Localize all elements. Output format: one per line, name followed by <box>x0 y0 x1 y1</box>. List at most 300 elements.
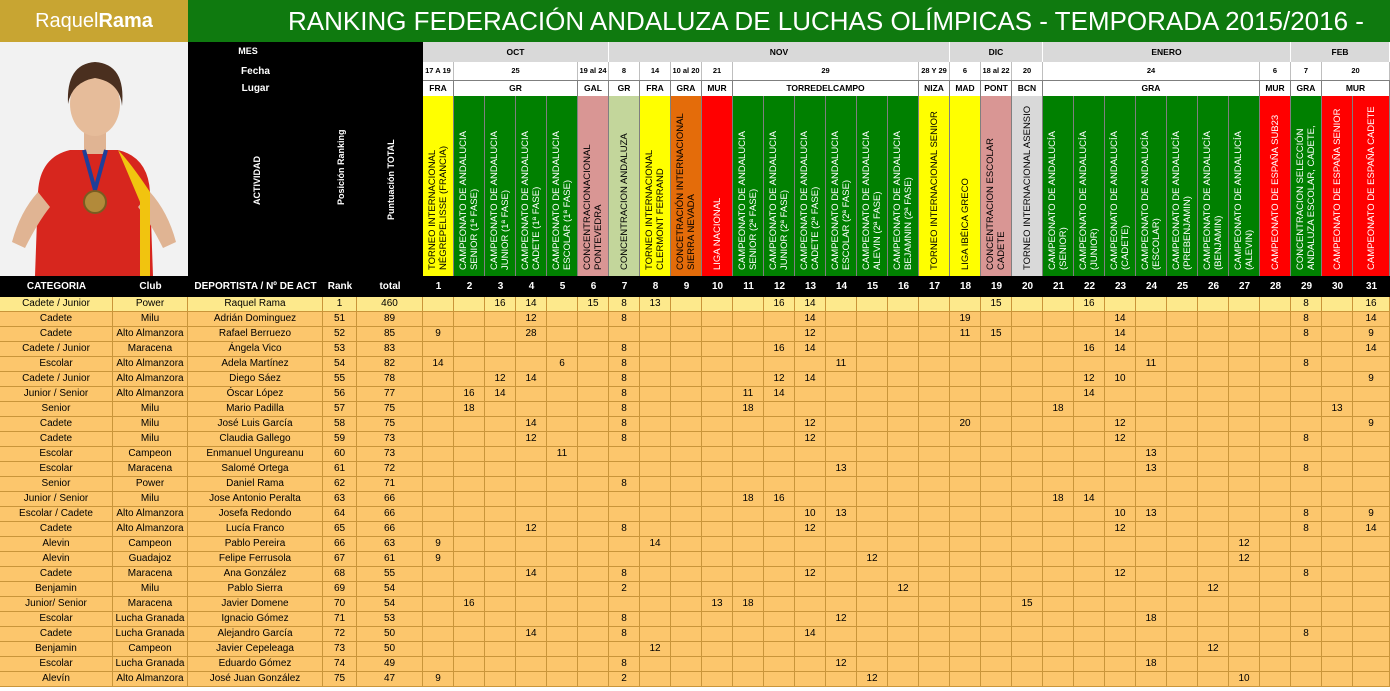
cell-score <box>1074 327 1105 342</box>
cell-score <box>1074 597 1105 612</box>
cell-club: Milu <box>113 582 188 597</box>
cell-club: Alto Almanzora <box>113 672 188 687</box>
cell-deportista: Enmanuel Ungureanu <box>188 447 323 462</box>
cell-score: 18 <box>733 597 764 612</box>
cell-score <box>1260 522 1291 537</box>
cell-score <box>795 357 826 372</box>
cell-score: 14 <box>1074 492 1105 507</box>
activity-header <box>795 96 826 276</box>
cell-score: 13 <box>1136 507 1167 522</box>
cell-score: 8 <box>609 342 640 357</box>
cell-score: 18 <box>1043 402 1074 417</box>
cell-score <box>795 657 826 672</box>
cell-score <box>609 492 640 507</box>
cell-score <box>826 342 857 357</box>
cell-score <box>671 537 702 552</box>
cell-score: 14 <box>1074 387 1105 402</box>
cell-score <box>609 552 640 567</box>
place-cell: BCN <box>1012 80 1043 96</box>
cell-score: 10 <box>1105 372 1136 387</box>
place-cell: MAD <box>950 80 981 96</box>
cell-score <box>1260 327 1291 342</box>
activity-header <box>1043 96 1074 276</box>
activity-header <box>640 96 671 276</box>
cell-score: 16 <box>454 597 485 612</box>
cell-score <box>1322 432 1353 447</box>
cell-score <box>1198 372 1229 387</box>
cell-score <box>888 357 919 372</box>
cell-score <box>888 462 919 477</box>
activity-label: CAMPEONATO DE ANDALUCIA JUNIOR (2ª FASE) <box>768 130 790 270</box>
cell-score <box>485 612 516 627</box>
cell-score <box>795 582 826 597</box>
cell-score <box>950 537 981 552</box>
cell-score <box>733 537 764 552</box>
cell-score <box>981 387 1012 402</box>
cell-score <box>1322 642 1353 657</box>
cell-score: 8 <box>1291 567 1322 582</box>
cell-score: 9 <box>423 552 454 567</box>
cell-score <box>1043 612 1074 627</box>
cell-club: Lucha Granada <box>113 657 188 672</box>
cell-score <box>1136 582 1167 597</box>
cell-score <box>950 432 981 447</box>
cell-score <box>485 507 516 522</box>
cell-score <box>919 342 950 357</box>
cell-score <box>1291 582 1322 597</box>
cell-score <box>640 402 671 417</box>
cell-categoria: Senior <box>0 402 113 417</box>
cell-score <box>919 612 950 627</box>
cell-score: 14 <box>1353 342 1390 357</box>
cell-score <box>1167 567 1198 582</box>
cell-score <box>795 387 826 402</box>
cell-score <box>888 432 919 447</box>
cell-score <box>516 387 547 402</box>
cell-score <box>857 612 888 627</box>
cell-score <box>1167 657 1198 672</box>
cell-score <box>1043 657 1074 672</box>
cell-score <box>1198 537 1229 552</box>
cell-score <box>671 522 702 537</box>
cell-score <box>454 477 485 492</box>
cell-total: 54 <box>357 582 423 597</box>
cell-score: 18 <box>1136 612 1167 627</box>
cell-score <box>795 492 826 507</box>
cell-score <box>764 312 795 327</box>
cell-categoria: Cadete <box>0 327 113 342</box>
cell-score <box>1043 357 1074 372</box>
activity-header <box>1012 96 1043 276</box>
cell-club: Lucha Granada <box>113 612 188 627</box>
cell-score <box>1229 342 1260 357</box>
cell-score <box>578 672 609 687</box>
cell-score: 18 <box>733 492 764 507</box>
cell-score: 12 <box>826 657 857 672</box>
cell-score <box>857 627 888 642</box>
cell-score <box>640 447 671 462</box>
cell-score <box>485 567 516 582</box>
cell-score <box>826 522 857 537</box>
cell-score <box>826 477 857 492</box>
cell-score <box>764 627 795 642</box>
col-header-deportista: DEPORTISTA / Nº DE ACT <box>188 276 323 297</box>
cell-score <box>1229 417 1260 432</box>
cell-score <box>454 582 485 597</box>
cell-score <box>1198 657 1229 672</box>
cell-score: 12 <box>795 567 826 582</box>
cell-score: 8 <box>609 372 640 387</box>
activity-header <box>1074 96 1105 276</box>
cell-score <box>1074 642 1105 657</box>
cell-score <box>485 447 516 462</box>
cell-score <box>454 522 485 537</box>
cell-score <box>1043 582 1074 597</box>
cell-score <box>1136 477 1167 492</box>
activity-number: 2 <box>454 276 485 297</box>
cell-deportista: Daniel Rama <box>188 477 323 492</box>
cell-score <box>981 522 1012 537</box>
cell-score: 12 <box>857 672 888 687</box>
cell-score <box>1291 402 1322 417</box>
date-cell: 7 <box>1291 62 1322 80</box>
cell-score <box>981 312 1012 327</box>
activity-header <box>888 96 919 276</box>
date-cell: 18 al 22 <box>981 62 1012 80</box>
cell-score <box>950 492 981 507</box>
cell-score <box>1012 342 1043 357</box>
cell-score <box>1322 507 1353 522</box>
cell-club: Campeon <box>113 447 188 462</box>
cell-deportista: Adela Martínez <box>188 357 323 372</box>
cell-score <box>733 372 764 387</box>
cell-score <box>1105 627 1136 642</box>
cell-score <box>981 507 1012 522</box>
cell-score <box>857 312 888 327</box>
place-cell: GRA <box>671 80 702 96</box>
cell-score <box>423 447 454 462</box>
cell-score <box>919 387 950 402</box>
cell-score <box>1291 552 1322 567</box>
cell-score <box>702 432 733 447</box>
cell-score <box>578 387 609 402</box>
cell-score <box>1074 612 1105 627</box>
cell-score <box>919 312 950 327</box>
cell-score <box>547 432 578 447</box>
cell-score <box>826 312 857 327</box>
cell-club: Maracena <box>113 462 188 477</box>
cell-score <box>981 342 1012 357</box>
cell-score <box>640 492 671 507</box>
cell-score <box>857 462 888 477</box>
logo-first: Raquel <box>35 9 99 32</box>
activity-header <box>733 96 764 276</box>
cell-score <box>454 342 485 357</box>
cell-score <box>1043 447 1074 462</box>
cell-score <box>578 342 609 357</box>
cell-score: 16 <box>764 297 795 312</box>
cell-score: 11 <box>1136 357 1167 372</box>
cell-score: 10 <box>1105 507 1136 522</box>
month-cell: ENERO <box>1043 42 1291 62</box>
activity-number: 12 <box>764 276 795 297</box>
cell-score: 15 <box>981 327 1012 342</box>
cell-score <box>1322 327 1353 342</box>
cell-score: 14 <box>795 342 826 357</box>
cell-score <box>1074 402 1105 417</box>
cell-score: 8 <box>1291 507 1322 522</box>
activity-number: 5 <box>547 276 578 297</box>
cell-score <box>1074 582 1105 597</box>
cell-score <box>981 447 1012 462</box>
cell-score: 18 <box>454 402 485 417</box>
cell-score <box>981 477 1012 492</box>
cell-score <box>1260 342 1291 357</box>
cell-score <box>950 387 981 402</box>
cell-score <box>795 462 826 477</box>
cell-score <box>1043 387 1074 402</box>
cell-total: 71 <box>357 477 423 492</box>
cell-score <box>1136 642 1167 657</box>
cell-score: 13 <box>702 597 733 612</box>
cell-deportista: Pablo Pereira <box>188 537 323 552</box>
cell-score <box>981 417 1012 432</box>
cell-total: 50 <box>357 627 423 642</box>
cell-score: 14 <box>1105 342 1136 357</box>
cell-score <box>1012 387 1043 402</box>
cell-score: 8 <box>609 387 640 402</box>
cell-score <box>1074 447 1105 462</box>
cell-score <box>888 447 919 462</box>
cell-score <box>950 462 981 477</box>
cell-score <box>671 432 702 447</box>
cell-score <box>857 567 888 582</box>
month-cell: NOV <box>609 42 950 62</box>
activity-label: TORNEO INTERNACIONAL CLERMONT FERRAND <box>644 149 666 270</box>
cell-score <box>702 552 733 567</box>
cell-club: Maracena <box>113 567 188 582</box>
cell-categoria: Cadete <box>0 627 113 642</box>
cell-categoria: Senior <box>0 477 113 492</box>
cell-score: 13 <box>1322 402 1353 417</box>
cell-score <box>485 582 516 597</box>
cell-deportista: Salomé Ortega <box>188 462 323 477</box>
activity-label: CAMPEONATO DE ANDALUCIA ALEVIN (2ª FASE) <box>861 130 883 270</box>
month-cell: FEB <box>1291 42 1390 62</box>
date-cell: 20 <box>1012 62 1043 80</box>
cell-score: 12 <box>1105 522 1136 537</box>
cell-score <box>1198 432 1229 447</box>
cell-score <box>454 312 485 327</box>
activity-header <box>950 96 981 276</box>
cell-score <box>702 387 733 402</box>
cell-score <box>1167 582 1198 597</box>
cell-score <box>1012 582 1043 597</box>
cell-score <box>423 387 454 402</box>
cell-score <box>1353 582 1390 597</box>
cell-score <box>640 672 671 687</box>
cell-score <box>1229 477 1260 492</box>
activity-header <box>547 96 578 276</box>
cell-score <box>1353 402 1390 417</box>
cell-score <box>1260 402 1291 417</box>
cell-deportista: Javier Cepeleaga <box>188 642 323 657</box>
cell-score <box>1198 357 1229 372</box>
cell-score <box>485 312 516 327</box>
cell-score <box>609 597 640 612</box>
cell-score <box>857 522 888 537</box>
cell-score <box>1136 567 1167 582</box>
cell-score <box>1322 582 1353 597</box>
activity-label: CAMPEONATO DE ANDALUCÍA (PREBENJAMIN) <box>1171 130 1193 270</box>
cell-score <box>950 672 981 687</box>
cell-score <box>454 672 485 687</box>
cell-score <box>857 402 888 417</box>
cell-score <box>609 642 640 657</box>
cell-total: 77 <box>357 387 423 402</box>
cell-rank: 54 <box>323 357 357 372</box>
cell-score <box>826 402 857 417</box>
cell-total: 89 <box>357 312 423 327</box>
cell-score <box>640 657 671 672</box>
cell-score <box>1012 402 1043 417</box>
cell-score <box>702 582 733 597</box>
cell-score <box>795 597 826 612</box>
cell-score <box>702 372 733 387</box>
cell-score <box>1105 297 1136 312</box>
cell-score <box>1136 537 1167 552</box>
cell-score: 8 <box>1291 432 1322 447</box>
activity-number: 8 <box>640 276 671 297</box>
cell-score: 14 <box>795 372 826 387</box>
cell-score <box>485 537 516 552</box>
cell-score <box>671 297 702 312</box>
cell-score <box>1353 537 1390 552</box>
cell-score <box>702 312 733 327</box>
cell-score <box>764 432 795 447</box>
cell-score <box>1260 537 1291 552</box>
cell-score <box>1198 507 1229 522</box>
cell-score <box>1291 597 1322 612</box>
cell-score <box>950 342 981 357</box>
cell-score <box>1043 522 1074 537</box>
cell-score <box>485 627 516 642</box>
cell-score <box>733 567 764 582</box>
cell-score <box>1229 522 1260 537</box>
cell-total: 49 <box>357 657 423 672</box>
cell-score <box>1043 327 1074 342</box>
place-cell: MUR <box>702 80 733 96</box>
cell-score <box>640 507 671 522</box>
cell-score <box>516 342 547 357</box>
cell-score <box>671 402 702 417</box>
cell-score <box>671 477 702 492</box>
cell-score <box>1353 672 1390 687</box>
activity-number: 20 <box>1012 276 1043 297</box>
activity-label: CONCENTRACION SELECCIÓN ANDALUZA ESCOLAR, CADETE, <box>1295 125 1317 270</box>
cell-club: Alto Almanzora <box>113 507 188 522</box>
activity-number: 4 <box>516 276 547 297</box>
activity-label: CAMPEONATO DE ANDALUCIA BEJAMNIN (2ª FASE) <box>892 130 914 270</box>
cell-score <box>578 492 609 507</box>
cell-score <box>640 552 671 567</box>
cell-score <box>1229 597 1260 612</box>
month-cell: DIC <box>950 42 1043 62</box>
activity-header <box>919 96 950 276</box>
cell-rank: 63 <box>323 492 357 507</box>
cell-score <box>733 657 764 672</box>
cell-score: 10 <box>1229 672 1260 687</box>
cell-categoria: Junior / Senior <box>0 492 113 507</box>
cell-score <box>1167 552 1198 567</box>
cell-score <box>1198 672 1229 687</box>
cell-score <box>1229 462 1260 477</box>
cell-score <box>1074 672 1105 687</box>
cell-club: Milu <box>113 417 188 432</box>
cell-score <box>702 297 733 312</box>
activity-label: LIGA NACIONAL <box>711 197 723 270</box>
cell-score <box>547 462 578 477</box>
cell-categoria: Escolar <box>0 357 113 372</box>
cell-score <box>826 672 857 687</box>
cell-score <box>671 387 702 402</box>
cell-score <box>454 642 485 657</box>
cell-score <box>919 462 950 477</box>
cell-score <box>764 612 795 627</box>
cell-score <box>702 327 733 342</box>
cell-score <box>485 672 516 687</box>
cell-score: 14 <box>516 297 547 312</box>
activity-number: 28 <box>1260 276 1291 297</box>
cell-categoria: Alevin <box>0 552 113 567</box>
cell-rank: 74 <box>323 657 357 672</box>
cell-score: 8 <box>609 417 640 432</box>
cell-score <box>640 387 671 402</box>
cell-score <box>578 552 609 567</box>
activity-header <box>1291 96 1322 276</box>
cell-score <box>919 357 950 372</box>
cell-score <box>1322 447 1353 462</box>
activity-header <box>764 96 795 276</box>
cell-score: 12 <box>795 432 826 447</box>
cell-score <box>1043 342 1074 357</box>
cell-score <box>1322 672 1353 687</box>
place-cell: GRA <box>1043 80 1260 96</box>
cell-rank: 53 <box>323 342 357 357</box>
activity-number: 23 <box>1105 276 1136 297</box>
cell-score <box>609 447 640 462</box>
cell-score <box>1074 657 1105 672</box>
cell-score <box>1105 582 1136 597</box>
cell-score <box>454 432 485 447</box>
cell-score <box>1353 642 1390 657</box>
cell-score: 12 <box>516 432 547 447</box>
cell-score <box>640 372 671 387</box>
cell-score <box>640 627 671 642</box>
cell-score <box>1012 447 1043 462</box>
cell-score <box>919 537 950 552</box>
cell-rank: 58 <box>323 417 357 432</box>
cell-score <box>888 612 919 627</box>
cell-score <box>1105 597 1136 612</box>
activity-header <box>423 96 454 276</box>
cell-score: 16 <box>764 342 795 357</box>
cell-score <box>485 477 516 492</box>
cell-score <box>1136 342 1167 357</box>
cell-score <box>1353 357 1390 372</box>
cell-score <box>888 312 919 327</box>
cell-club: Alto Almanzora <box>113 522 188 537</box>
